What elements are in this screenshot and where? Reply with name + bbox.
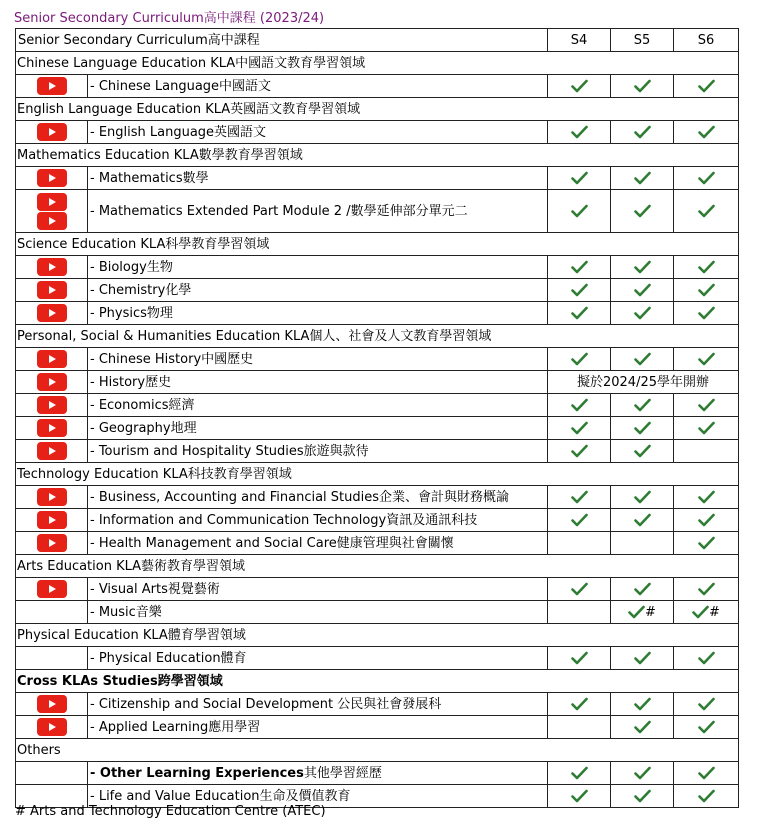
subject-geography: - Geography地理 — [88, 417, 548, 440]
table-row — [16, 394, 739, 417]
category-pshe: Personal, Social & Humanities Education KLA個人、社會及人文教育學習領域 — [16, 325, 739, 348]
category-row — [16, 325, 739, 348]
subject-chinese-language: - Chinese Language中國語文 — [88, 75, 548, 98]
youtube-play-icon[interactable] — [37, 123, 67, 141]
check-icon — [698, 582, 715, 596]
history-status-note: 擬於2024/25學年開辦 — [548, 371, 739, 394]
check-icon — [698, 171, 715, 185]
table-row — [16, 486, 739, 509]
check-icon — [634, 513, 651, 527]
check-icon — [698, 421, 715, 435]
check-icon — [634, 283, 651, 297]
category-row — [16, 555, 739, 578]
table-row — [16, 190, 739, 233]
check-icon — [692, 605, 709, 619]
subject-english-language: - English Language英國語文 — [88, 121, 548, 144]
category-row — [16, 233, 739, 256]
check-icon — [698, 513, 715, 527]
check-icon — [698, 306, 715, 320]
check-icon — [634, 306, 651, 320]
subject-hmsc: - Health Management and Social Care健康管理與社會關懷 — [88, 532, 548, 555]
category-row — [16, 670, 739, 693]
category-pe: Physical Education KLA體育學習領域 — [16, 624, 739, 647]
table-row — [16, 509, 739, 532]
ole-label: - Other Learning Experiences — [90, 765, 304, 781]
subject-lve: - Life and Value Education生命及價值教育 — [88, 785, 548, 808]
table-row — [16, 578, 739, 601]
subject-physical-education: - Physical Education體育 — [88, 647, 548, 670]
check-icon — [634, 352, 651, 366]
check-icon — [634, 697, 651, 711]
check-icon — [571, 283, 588, 297]
check-icon — [634, 125, 651, 139]
check-icon — [698, 720, 715, 734]
check-icon — [634, 789, 651, 803]
check-icon — [634, 204, 651, 218]
table-row — [16, 693, 739, 716]
category-row — [16, 739, 739, 762]
category-others: Others — [16, 739, 739, 762]
subject-biology: - Biology生物 — [88, 256, 548, 279]
youtube-play-icon[interactable] — [37, 580, 67, 598]
category-cross: Cross KLAs Studies跨學習領域 — [16, 670, 739, 693]
youtube-play-icon[interactable] — [37, 281, 67, 299]
youtube-play-icon[interactable] — [37, 488, 67, 506]
youtube-play-icon[interactable] — [37, 511, 67, 529]
check-icon — [571, 651, 588, 665]
category-arts: Arts Education KLA藝術教育學習領域 — [16, 555, 739, 578]
subject-math-m2: - Mathematics Extended Part Module 2 /數學延伸部分單元二 — [88, 190, 548, 233]
category-row — [16, 144, 739, 167]
table-row — [16, 647, 739, 670]
check-icon — [571, 79, 588, 93]
check-icon — [571, 766, 588, 780]
youtube-play-icon[interactable] — [37, 534, 67, 552]
check-icon — [634, 79, 651, 93]
check-icon — [698, 125, 715, 139]
curriculum-table — [15, 28, 739, 808]
table-row — [16, 601, 739, 624]
check-icon — [698, 651, 715, 665]
check-icon — [698, 536, 715, 550]
youtube-play-icon[interactable] — [37, 442, 67, 460]
atec-mark: # — [709, 604, 720, 620]
check-icon — [571, 421, 588, 435]
ole-label-zh: 其他學習經歷 — [303, 765, 382, 781]
category-science: Science Education KLA科學教育學習領域 — [16, 233, 739, 256]
check-icon — [698, 766, 715, 780]
check-icon — [698, 352, 715, 366]
category-row — [16, 624, 739, 647]
check-icon — [571, 697, 588, 711]
youtube-play-icon[interactable] — [37, 396, 67, 414]
check-icon — [628, 605, 645, 619]
atec-mark: # — [645, 604, 656, 620]
youtube-play-icon[interactable] — [37, 77, 67, 95]
table-row — [16, 440, 739, 463]
youtube-play-icon[interactable] — [37, 695, 67, 713]
check-icon — [571, 204, 588, 218]
subject-tourism: - Tourism and Hospitality Studies旅遊與款待 — [88, 440, 548, 463]
youtube-play-icon[interactable] — [37, 373, 67, 391]
check-icon — [571, 444, 588, 458]
category-row — [16, 52, 739, 75]
check-icon — [571, 260, 588, 274]
subject-ole — [88, 762, 548, 785]
check-icon — [634, 444, 651, 458]
header-label: Senior Secondary Curriculum高中課程 — [16, 29, 548, 52]
check-icon — [571, 398, 588, 412]
category-chinese: Chinese Language Education KLA中國語文教育學習領域 — [16, 52, 739, 75]
check-icon — [634, 651, 651, 665]
check-icon — [571, 352, 588, 366]
category-row — [16, 463, 739, 486]
category-english: English Language Education KLA英國語文教育學習領域 — [16, 98, 739, 121]
subject-chinese-history: - Chinese History中國歷史 — [88, 348, 548, 371]
subject-music: - Music音樂 — [88, 601, 548, 624]
subject-bafs: - Business, Accounting and Financial Studies企業、會計與財務概論 — [88, 486, 548, 509]
footnote: # Arts and Technology Education Centre (ATEC) — [15, 804, 326, 819]
check-icon — [634, 421, 651, 435]
youtube-play-icon[interactable] — [37, 718, 67, 736]
page-title: Senior Secondary Curriculum高中課程 (2023/24) — [14, 11, 325, 26]
check-icon — [698, 398, 715, 412]
subject-chemistry: - Chemistry化學 — [88, 279, 548, 302]
check-icon — [698, 789, 715, 803]
table-row — [16, 371, 739, 394]
subject-applied-learning: - Applied Learning應用學習 — [88, 716, 548, 739]
table-row — [16, 121, 739, 144]
check-icon — [698, 204, 715, 218]
youtube-play-icon[interactable] — [37, 304, 67, 322]
check-icon — [698, 79, 715, 93]
table-row — [16, 348, 739, 371]
header-s4: S4 — [548, 29, 611, 52]
youtube-play-icon[interactable] — [37, 193, 67, 211]
youtube-play-icon[interactable] — [37, 350, 67, 368]
youtube-play-icon[interactable] — [37, 169, 67, 187]
youtube-play-icon[interactable] — [37, 419, 67, 437]
subject-csd: - Citizenship and Social Development 公民與社會發展科 — [88, 693, 548, 716]
category-row — [16, 98, 739, 121]
header-s6: S6 — [674, 29, 739, 52]
check-icon — [571, 306, 588, 320]
check-icon — [634, 720, 651, 734]
category-tech: Technology Education KLA科技教育學習領域 — [16, 463, 739, 486]
check-icon — [698, 283, 715, 297]
subject-physics: - Physics物理 — [88, 302, 548, 325]
table-row — [16, 532, 739, 555]
check-icon — [698, 697, 715, 711]
table-row — [16, 762, 739, 785]
youtube-play-icon[interactable] — [37, 212, 67, 230]
check-icon — [698, 490, 715, 504]
youtube-play-icon[interactable] — [37, 258, 67, 276]
check-icon — [571, 582, 588, 596]
table-row — [16, 417, 739, 440]
subject-history: - History歷史 — [88, 371, 548, 394]
header-row — [16, 29, 739, 52]
subject-economics: - Economics經濟 — [88, 394, 548, 417]
check-icon — [634, 171, 651, 185]
header-s5: S5 — [611, 29, 674, 52]
table-row — [16, 279, 739, 302]
table-row — [16, 75, 739, 98]
subject-mathematics: - Mathematics數學 — [88, 167, 548, 190]
category-math: Mathematics Education KLA數學教育學習領域 — [16, 144, 739, 167]
check-icon — [634, 398, 651, 412]
check-icon — [634, 260, 651, 274]
check-icon — [698, 260, 715, 274]
table-row — [16, 256, 739, 279]
check-icon — [571, 490, 588, 504]
check-icon — [634, 582, 651, 596]
subject-visual-arts: - Visual Arts視覺藝術 — [88, 578, 548, 601]
table-row — [16, 167, 739, 190]
table-row — [16, 302, 739, 325]
subject-ict: - Information and Communication Technology資訊及通訊科技 — [88, 509, 548, 532]
check-icon — [634, 490, 651, 504]
check-icon — [571, 125, 588, 139]
table-row — [16, 716, 739, 739]
check-icon — [571, 789, 588, 803]
check-icon — [634, 766, 651, 780]
check-icon — [571, 171, 588, 185]
check-icon — [571, 513, 588, 527]
